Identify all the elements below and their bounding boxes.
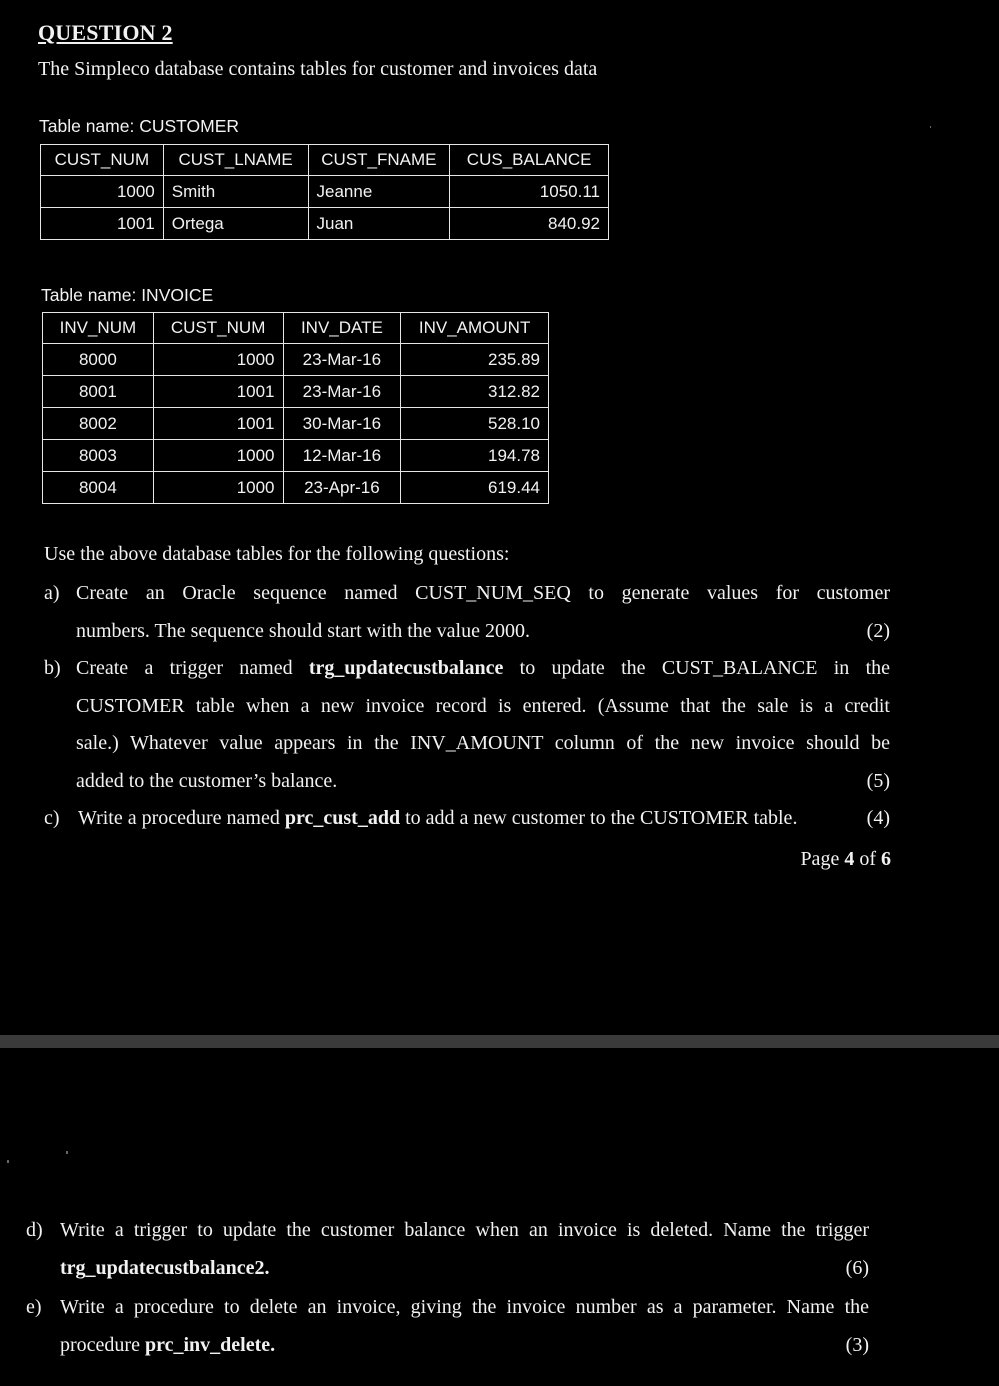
table-cell: Smith <box>163 176 308 208</box>
table-cell: 30-Mar-16 <box>283 408 401 440</box>
customer-table-caption: Table name: CUSTOMER <box>39 116 240 136</box>
table-cell: 619.44 <box>401 472 549 504</box>
question-letter: e) <box>26 1296 42 1318</box>
question-b-line2: CUSTOMER table when a new invoice record is entered. (Assume that the sale is a credit <box>76 694 890 717</box>
question-b-line1 <box>76 650 890 688</box>
question-d-line2 <box>60 1250 869 1288</box>
column-header: CUST_LNAME <box>163 145 308 176</box>
table-cell: 23-Mar-16 <box>283 344 401 376</box>
question-e-marks: (3) <box>845 1333 869 1356</box>
table-cell: 1050.11 <box>450 176 609 208</box>
table-cell: 235.89 <box>401 344 549 376</box>
question-e-line1: Write a procedure to delete an invoice, giving the invoice number as a parameter. Name the <box>60 1296 869 1318</box>
question-b-marks: (5) <box>866 769 890 792</box>
table-cell: 1000 <box>153 472 283 504</box>
table-cell: Juan <box>308 208 450 240</box>
table-row <box>43 440 549 472</box>
table-cell: 1001 <box>41 208 164 240</box>
column-header: CUST_NUM <box>153 313 283 344</box>
question-c-body <box>78 800 858 838</box>
table-cell: Ortega <box>163 208 308 240</box>
procedure-name: prc_inv_delete. <box>144 1333 276 1356</box>
table-cell: 1000 <box>153 440 283 472</box>
question-c-marks: (4) <box>866 807 890 829</box>
column-header: CUS_BALANCE <box>450 145 609 176</box>
question-d <box>26 1212 869 1288</box>
question-a <box>44 575 890 651</box>
question-b-text: Create a trigger named <box>76 657 309 679</box>
question-c-text: Write a procedure named <box>78 807 285 829</box>
question-c-text: to add a new customer to the CUSTOMER table. <box>400 807 798 829</box>
table-row <box>41 176 609 208</box>
table-row <box>43 472 549 504</box>
scan-speck <box>7 1160 9 1163</box>
table-cell: Jeanne <box>308 176 450 208</box>
page-number <box>800 848 891 871</box>
table-cell: 840.92 <box>450 208 609 240</box>
column-header: INV_NUM <box>43 313 154 344</box>
question-b-line4: added to the customer’s balance. <box>76 769 338 792</box>
table-row <box>43 408 549 440</box>
table-cell: 8004 <box>43 472 154 504</box>
instructions-text: Use the above database tables for the following questions: <box>44 543 510 565</box>
table-row <box>43 376 549 408</box>
table-cell: 1000 <box>41 176 164 208</box>
question-b-line3: sale.) Whatever value appears in the INV_AMOUNT column of the new invoice should be <box>76 732 890 754</box>
page-label: Page <box>800 848 840 870</box>
column-header: INV_DATE <box>283 313 401 344</box>
trigger-name: trg_updatecustbalance2. <box>60 1256 270 1279</box>
invoice-table-caption: Table name: INVOICE <box>41 285 214 305</box>
table-cell: 12-Mar-16 <box>283 440 401 472</box>
table-cell: 8001 <box>43 376 154 408</box>
question-b-text: to update the CUST_BALANCE in the <box>503 657 891 679</box>
scan-speck <box>66 1151 68 1154</box>
column-header: CUST_NUM <box>41 145 164 176</box>
question-a-line1: Create an Oracle sequence named CUST_NUM_SEQ to generate values for customer <box>76 582 890 604</box>
question-e-text: procedure <box>60 1333 145 1356</box>
question-e <box>26 1289 869 1365</box>
table-cell: 312.82 <box>401 376 549 408</box>
procedure-name: prc_cust_add <box>284 807 401 829</box>
table-cell: 194.78 <box>401 440 549 472</box>
page-current: 4 <box>844 848 855 870</box>
table-row <box>43 344 549 376</box>
question-letter: b) <box>44 657 61 679</box>
table-cell: 8003 <box>43 440 154 472</box>
table-cell: 8000 <box>43 344 154 376</box>
question-b <box>44 650 890 802</box>
table-cell: 528.10 <box>401 408 549 440</box>
question-letter: c) <box>44 807 60 829</box>
customer-table <box>40 144 609 240</box>
question-d-line1: Write a trigger to update the customer balance when an invoice is deleted. Name the trigger <box>60 1219 869 1241</box>
question-a-body <box>76 575 890 650</box>
table-row <box>41 208 609 240</box>
table-cell: 23-Mar-16 <box>283 376 401 408</box>
question-a-marks: (2) <box>866 619 890 642</box>
question-letter: a) <box>44 582 60 604</box>
question-d-body <box>60 1212 869 1287</box>
invoice-table <box>42 312 549 504</box>
table-cell: 1001 <box>153 376 283 408</box>
table-cell: 23-Apr-16 <box>283 472 401 504</box>
scan-speck <box>930 126 931 128</box>
question-letter: d) <box>26 1219 43 1241</box>
customer-table-header-row <box>41 145 609 176</box>
page-divider <box>0 1035 999 1048</box>
table-cell: 8002 <box>43 408 154 440</box>
intro-text: The Simpleco database contains tables for customer and invoices data <box>38 58 598 80</box>
table-cell: 1000 <box>153 344 283 376</box>
column-header: INV_AMOUNT <box>401 313 549 344</box>
invoice-table-header-row <box>43 313 549 344</box>
page-of: of <box>859 848 876 870</box>
question-e-line2 <box>60 1327 869 1365</box>
question-b-body <box>76 650 890 800</box>
question-title: QUESTION 2 <box>38 20 173 45</box>
page-total: 6 <box>881 848 891 870</box>
question-c <box>44 800 890 838</box>
question-a-line2: numbers. The sequence should start with the value 2000. <box>76 619 530 642</box>
question-d-marks: (6) <box>845 1256 869 1279</box>
table-cell: 1001 <box>153 408 283 440</box>
question-e-body <box>60 1289 869 1364</box>
column-header: CUST_FNAME <box>308 145 450 176</box>
trigger-name: trg_updatecustbalance <box>308 657 504 679</box>
